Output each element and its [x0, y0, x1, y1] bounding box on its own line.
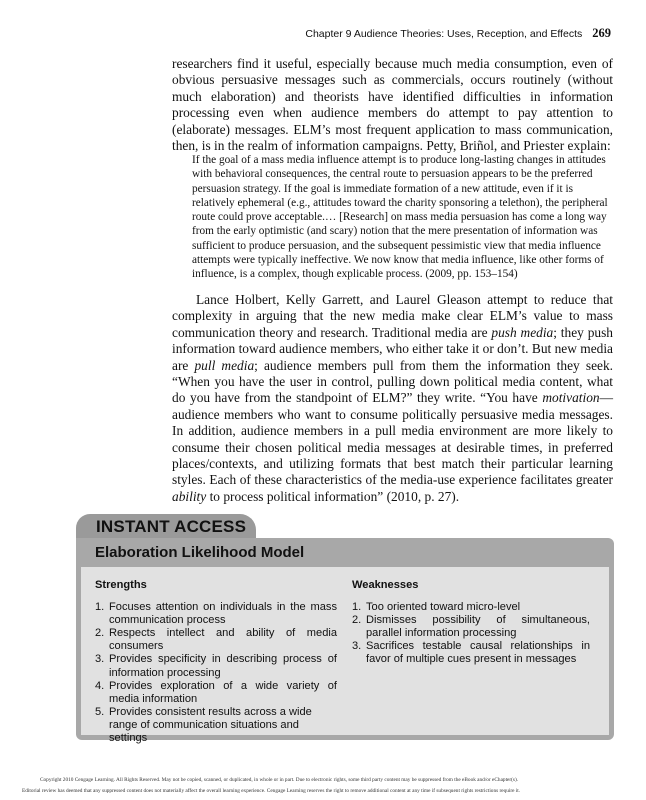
strength-number: 2.: [95, 627, 105, 640]
running-header: [0, 26, 611, 41]
copyright-notice: Copyright 2010 Cengage Learning. All Rights Reserved. May not be copied, scanned, or duplicated, in whole or in part. Due to electronic rights, some third party content may be suppressed from the eBook and/or eChapter(s).: [40, 777, 519, 783]
strengths-column: [95, 567, 337, 745]
instant-access-content: [81, 567, 609, 745]
strength-text: Focuses attention on individuals in the mass communication process: [109, 601, 337, 627]
p2-emphasis-push-media: push media: [491, 324, 554, 340]
strength-item: [95, 601, 337, 627]
weakness-text: Sacrifices testable causal relationships in favor of multiple cues present in messages: [366, 640, 590, 666]
page-number: 269: [592, 26, 611, 40]
strength-text: Respects intellect and ability of media consumers: [109, 627, 337, 653]
p2-emphasis-ability: ability: [172, 488, 207, 504]
p2-text-4: —audience members who want to consume politically persuasive media messages. In addition, audience members in a pull media environment are more likely to consume their chosen political media messages at desirable times, in preferred places/contexts, and utilizing formats that best match their particular learning styles. Each of these characteristics of the media-use experience facilitates greater: [172, 390, 613, 488]
paragraph-2-text: [172, 292, 613, 505]
strength-item: [95, 653, 337, 679]
strength-item: [95, 706, 337, 745]
strength-number: 4.: [95, 679, 105, 692]
weaknesses-column: [352, 567, 590, 667]
strengths-list: [95, 601, 337, 745]
strength-text: Provides exploration of a wide variety of media information: [109, 679, 337, 705]
instant-access-title: Elaboration Likelihood Model: [95, 544, 305, 561]
weakness-item: [352, 614, 590, 640]
strength-text: Provides specificity in describing process of information processing: [109, 653, 337, 679]
strength-text: Provides consistent results across a wide range of communication situations and settings: [109, 705, 312, 745]
weakness-text: Too oriented toward micro-level: [366, 601, 521, 614]
weakness-number: 1.: [352, 601, 362, 614]
weaknesses-list: [352, 601, 590, 666]
weakness-item: [352, 601, 590, 614]
weakness-number: 2.: [352, 614, 362, 627]
instant-access-tab: INSTANT ACCESS: [76, 514, 256, 538]
editorial-notice: Editorial review has deemed that any suppressed content does not materially affect the overall learning experience. Cengage Learning reserves the right to remove additional content at any time if subsequent rights restrictions require it.: [22, 788, 521, 794]
strength-number: 3.: [95, 653, 105, 666]
instant-access-panel: [76, 538, 614, 745]
block-quote-text: If the goal of a mass media influence attempt is to produce long-lasting changes in attitudes with behavioral consequences, the central route to persuasion appears to be the preferred persuasion strategy. If the goal is immediate formation of a new attitude, even if it is relatively ephemeral (e.g., attitudes toward the charity sponsoring a telethon), the peripheral route could prove acceptable.… [Research] on mass media persuasion has come a long way from the early optimistic (and scary) notion that the mere presentation of information was sufficient to produce persuasion, and the subsequent pessimistic view that media influence attempts were typically ineffective. We now know that media influence, like other forms of influence, is a complex, though explicable process. (2009, pp. 153–154): [192, 154, 608, 280]
weakness-number: 3.: [352, 640, 362, 653]
p2-text-2: ; they push information toward audience members, who either take it or don’t. But new media are: [172, 324, 613, 373]
instant-access-box: [76, 514, 614, 745]
paragraph-1: [172, 56, 613, 154]
chapter-title: Chapter 9 Audience Theories: Uses, Reception, and Effects: [305, 28, 583, 40]
weaknesses-heading: Weaknesses: [352, 579, 419, 591]
strength-number: 5.: [95, 705, 105, 718]
p2-emphasis-pull-media: pull media: [194, 357, 255, 373]
strength-item: [95, 627, 337, 653]
p2-emphasis-motivation: motivation: [542, 390, 600, 406]
block-quote: [192, 153, 613, 281]
p2-text-3: ; audience members pull from them the information they seek. “When you have the user in control, pulling down political media content, what do you have from the standpoint of ELM?” they write. “You have: [172, 357, 613, 406]
strength-number: 1.: [95, 601, 105, 614]
strength-item: [95, 680, 337, 706]
paragraph-2: [172, 292, 613, 505]
p2-text-5: to process political information” (2010, p. 27).: [206, 488, 460, 504]
paragraph-1-text: researchers find it useful, especially because much media consumption, even of obvious persuasive messages such as commercials, occurs routinely (without much elaboration) and theorists have identified difficulties in information processing even when audience members do attempt to pay attention to (elaborate) messages. ELM’s most frequent application to mass communication, then, is in the realm of information campaigns. Petty, Briñol, and Priester explain:: [172, 56, 613, 154]
weakness-item: [352, 640, 590, 666]
strengths-heading: Strengths: [95, 579, 147, 591]
weakness-text: Dismisses possibility of simultaneous, parallel information processing: [366, 614, 590, 640]
p2-text-1: Lance Holbert, Kelly Garrett, and Laurel Gleason attempt to reduce that complexity in arguing that the new media make clear ELM’s value to mass communication theory and research. Traditional media are: [172, 292, 613, 340]
